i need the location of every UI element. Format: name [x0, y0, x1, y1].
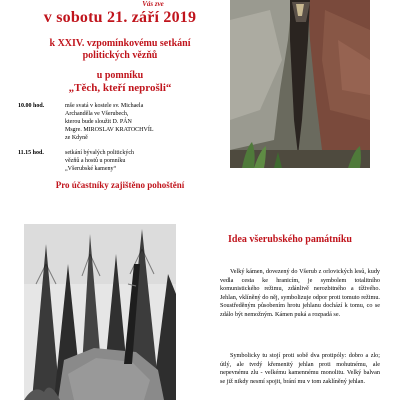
- paragraph-line: Velký kámen, dovezený do Všerub z orlovických: [230, 268, 355, 275]
- paragraph-line: totalitního komunistického režimu, zdánlivě: [220, 276, 380, 292]
- monument-name: „Těch, kteří neprošli“: [68, 82, 172, 94]
- invitation-intro: Vás zve: [142, 0, 164, 8]
- refreshment-note: Pro účastníky zajištěno pohoštění: [55, 180, 185, 190]
- schedule-time: 10.00 hod.: [18, 103, 45, 109]
- monument-closeup-image: [230, 0, 370, 168]
- paragraph-line: dobro a zlo; útlý, ale tvrdý křemenitý jehlan proti: [220, 352, 380, 368]
- schedule-description: [65, 149, 225, 173]
- paragraph-line: rozpadá se.: [312, 310, 341, 318]
- paragraph-line: Symbolicky tu stojí proti sobě dva protipóly:: [230, 352, 349, 359]
- event-date: v sobotu 21. září 2019: [43, 9, 197, 26]
- monument-forest-image: [24, 224, 176, 400]
- schedule-description: [65, 102, 225, 142]
- schedule-line: „Všerubské kameny“: [65, 166, 117, 172]
- schedule-line: setkání bývalých politických: [65, 150, 134, 156]
- schedule-line: kterou bude sloužit D. PÁN: [65, 119, 132, 125]
- paragraph-line: mohutnému, ale nepevnému zlu - velkému: [220, 360, 380, 376]
- schedule-line: ze Kdyně: [65, 135, 88, 141]
- schedule-line: vězňů a hostů u pomníku: [65, 158, 126, 164]
- paragraph-line: lesů, kudy vedla cesta ke hranicím, je symbolem: [220, 268, 381, 284]
- event-occasion: [20, 38, 220, 62]
- paragraph-line: Soustředěným působením hrotu jehlanu dochází: [220, 302, 345, 309]
- schedule-time: 11.15 hod.: [18, 150, 44, 156]
- article-paragraph: [220, 352, 380, 386]
- monument-bw-photo: [24, 224, 176, 400]
- place-prefix: u pomníku: [96, 70, 144, 81]
- occasion-line: politických vězňů: [82, 50, 158, 61]
- article-paragraph: [220, 268, 380, 319]
- paragraph-line: nerozbitného a tíživého. Jehlan, vklíněný do něj,: [220, 285, 380, 301]
- schedule-line: Msgre. MIROSLAV KRATOCHVÍL: [65, 127, 154, 133]
- paragraph-line: kamennému monolitu. Velký balvan se již nikdy: [220, 369, 380, 385]
- paragraph-line: k tomu, co se zdálo být nemožným. Kámen puká a: [220, 302, 380, 318]
- schedule-line: Archanděla ve Všerubech,: [65, 111, 129, 117]
- paragraph-line: nesmí spojit, brání mu v tom zaklíněný jehlan.: [250, 377, 366, 385]
- article-title: Idea všerubského památníku: [228, 234, 352, 245]
- monument-color-photo: [230, 0, 370, 168]
- paragraph-line: symbolizuje odpor proti tomuto režimu.: [280, 293, 380, 301]
- schedule-line: mše svatá v kostele sv. Michaela: [65, 103, 144, 109]
- occasion-line: k XXIV. vzpomínkovému setkání: [49, 38, 191, 49]
